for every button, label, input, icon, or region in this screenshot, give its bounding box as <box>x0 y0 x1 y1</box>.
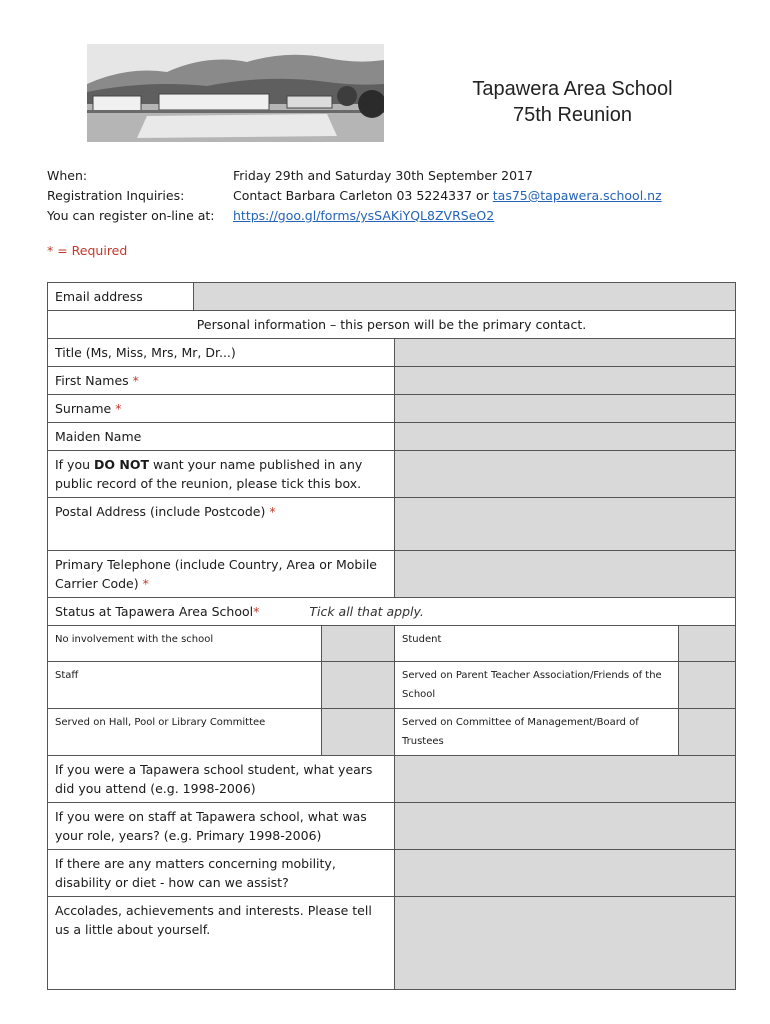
mobility-row <box>48 850 736 897</box>
status-option-checkbox[interactable] <box>322 709 395 756</box>
title-field[interactable] <box>395 339 736 367</box>
staff-role-field[interactable] <box>395 803 736 850</box>
staff-role-row <box>48 803 736 850</box>
status-option-label: No involvement with the school <box>48 626 322 662</box>
required-asterisk: * <box>142 576 149 591</box>
phone-row <box>48 551 736 598</box>
status-options-row-3 <box>48 709 736 756</box>
status-option-label: Served on Parent Teacher Association/Friends of the School <box>395 662 679 709</box>
status-option-label: Served on Hall, Pool or Library Committee <box>48 709 322 756</box>
status-option-checkbox[interactable] <box>679 626 736 662</box>
maiden-label: Maiden Name <box>48 423 395 451</box>
required-asterisk: * <box>269 504 276 519</box>
postal-row <box>48 498 736 551</box>
inquiries-row <box>47 186 662 206</box>
mobility-label: If there are any matters concerning mobility, disability or diet - how can we assist? <box>48 850 395 897</box>
postal-field[interactable] <box>395 498 736 551</box>
when-value: Friday 29th and Saturday 30th September 2017 <box>233 168 533 183</box>
phone-label: Primary Telephone (include Country, Area or Mobile Carrier Code) <box>55 557 377 591</box>
first-names-row <box>48 367 736 395</box>
title-line-1: Tapawera Area School <box>472 78 673 100</box>
required-note: * = Required <box>47 243 128 258</box>
status-option-checkbox[interactable] <box>322 626 395 662</box>
when-label: When: <box>47 168 88 183</box>
title-line-2: 75th Reunion <box>513 104 632 126</box>
email-row <box>48 283 736 311</box>
student-years-label: If you were a Tapawera school student, what years did you attend (e.g. 1998-2006) <box>48 756 395 803</box>
title-label: Title (Ms, Miss, Mrs, Mr, Dr...) <box>48 339 395 367</box>
publish-prefix: If you <box>55 457 91 472</box>
online-registration-link[interactable]: https://goo.gl/forms/ysSAKiYQL8ZVRSeO2 <box>233 208 495 223</box>
first-names-field[interactable] <box>395 367 736 395</box>
status-option-label: Staff <box>48 662 322 709</box>
inquiries-email-link[interactable]: tas75@tapawera.school.nz <box>492 188 662 203</box>
personal-heading: Personal information – this person will be the primary contact. <box>48 311 736 339</box>
event-info <box>47 166 662 226</box>
inquiries-contact: Contact Barbara Carleton 03 5224337 or <box>233 188 489 203</box>
accolades-field[interactable] <box>395 897 736 990</box>
online-label: You can register on-line at: <box>47 208 215 223</box>
status-option-label: Student <box>395 626 679 662</box>
status-options-row-2 <box>48 662 736 709</box>
title-row <box>48 339 736 367</box>
when-row <box>47 166 662 186</box>
student-years-row <box>48 756 736 803</box>
student-years-field[interactable] <box>395 756 736 803</box>
registration-form <box>47 282 736 990</box>
publish-bold: DO NOT <box>94 457 149 472</box>
status-label: Status at Tapawera Area School <box>55 604 254 619</box>
email-field[interactable] <box>194 283 736 311</box>
email-label: Email address <box>48 283 194 311</box>
document-title <box>420 76 725 128</box>
first-names-label: First Names <box>55 373 129 388</box>
status-option-checkbox[interactable] <box>322 662 395 709</box>
required-asterisk: * <box>253 604 260 619</box>
required-asterisk: * <box>132 373 139 388</box>
status-option-checkbox[interactable] <box>679 709 736 756</box>
status-row <box>48 598 736 626</box>
publish-checkbox[interactable] <box>395 451 736 498</box>
status-option-checkbox[interactable] <box>679 662 736 709</box>
staff-role-label: If you were on staff at Tapawera school, what was your role, years? (e.g. Primary 1998-2006) <box>48 803 395 850</box>
phone-field[interactable] <box>395 551 736 598</box>
school-landscape-photo <box>87 44 384 142</box>
accolades-row <box>48 897 736 990</box>
inquiries-label: Registration Inquiries: <box>47 188 185 203</box>
required-asterisk: * <box>115 401 122 416</box>
maiden-field[interactable] <box>395 423 736 451</box>
surname-field[interactable] <box>395 395 736 423</box>
surname-row <box>48 395 736 423</box>
status-option-label: Served on Committee of Management/Board of Trustees <box>395 709 679 756</box>
postal-label: Postal Address (include Postcode) <box>55 504 266 519</box>
publish-suffix: want your name published in any public record of the reunion, please tick this box. <box>55 457 363 491</box>
publish-row <box>48 451 736 498</box>
online-row <box>47 206 662 226</box>
personal-heading-row <box>48 311 736 339</box>
status-hint: Tick all that apply. <box>309 604 424 619</box>
surname-label: Surname <box>55 401 112 416</box>
mobility-field[interactable] <box>395 850 736 897</box>
status-options-row-1 <box>48 626 736 662</box>
accolades-label: Accolades, achievements and interests. Please tell us a little about yourself. <box>48 897 395 990</box>
maiden-row <box>48 423 736 451</box>
